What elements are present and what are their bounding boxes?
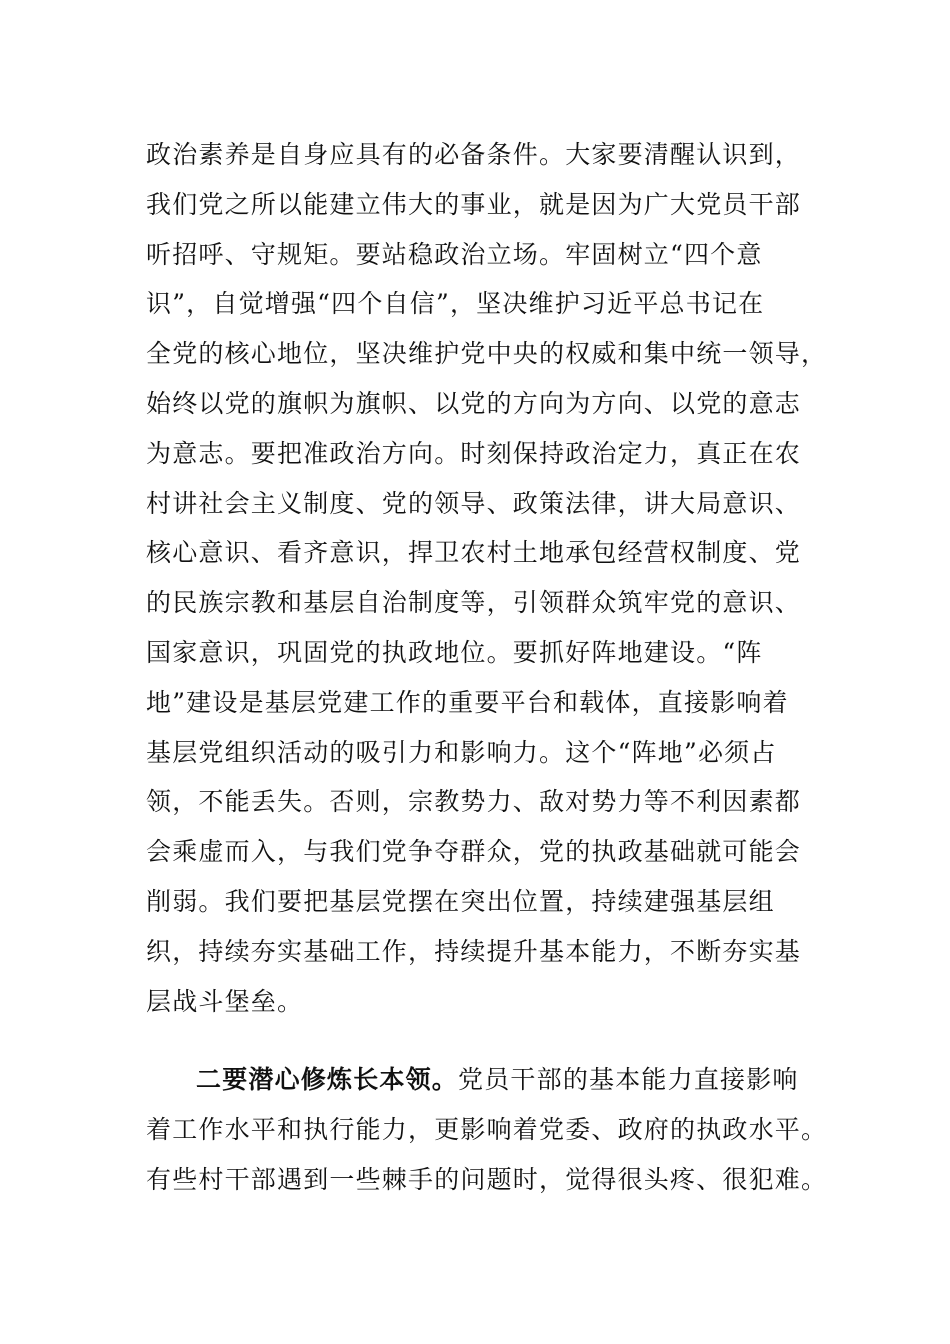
text-line: 基层党组织活动的吸引力和影响力。这个“阵地”必须占 <box>146 737 777 767</box>
text-line: 会乘虚而入，与我们党争夺群众，党的执政基础就可能会 <box>146 837 802 867</box>
document-body <box>146 130 828 1205</box>
text-line: 有些村干部遇到一些棘手的问题时，觉得很头疼、很犯难。 <box>146 1164 828 1194</box>
section-heading: 二要潜心修炼长本领。 <box>196 1065 459 1095</box>
text-line: 我们党之所以能建立伟大的事业，就是因为广大党员干部 <box>146 189 802 219</box>
text-line: 领，不能丢失。否则，宗教势力、敌对势力等不利因素都 <box>146 787 802 817</box>
text-line: 削弱。我们要把基层党摆在突出位置，持续建强基层组 <box>146 886 775 916</box>
text-run: 党员干部的基本能力直接影响 <box>458 1065 799 1095</box>
text-line: 国家意识，巩固党的执政地位。要抓好阵地建设。“阵 <box>146 637 763 667</box>
text-line: 层战斗堡垒。 <box>146 986 304 1016</box>
text-line: 的民族宗教和基层自治制度等，引领群众筑牢党的意识、 <box>146 588 802 618</box>
paragraph-spacer <box>146 1026 806 1055</box>
paragraph-1 <box>146 130 828 1026</box>
text-line: 核心意识、看齐意识，捍卫农村土地承包经营权制度、党 <box>146 538 802 568</box>
text-line: 村讲社会主义制度、党的领导、政策法律，讲大局意识、 <box>146 488 802 518</box>
text-line: 织，持续夯实基础工作，持续提升基本能力，不断夯实基 <box>146 936 802 966</box>
text-line: 政治素养是自身应具有的必备条件。大家要清醒认识到， <box>146 140 802 169</box>
paragraph-2-first-line <box>146 1055 806 1105</box>
text-line: 着工作水平和执行能力，更影响着党委、政府的执政水平。 <box>146 1115 828 1145</box>
text-line: 始终以党的旗帜为旗帜、以党的方向为方向、以党的意志 <box>146 388 802 418</box>
text-line: 全党的核心地位，坚决维护党中央的权威和集中统一领导， <box>146 339 828 369</box>
text-line: 为意志。要把准政治方向。时刻保持政治定力，真正在农 <box>146 438 802 468</box>
text-line: 识”，自觉增强“四个自信”，坚决维护习近平总书记在 <box>146 289 765 319</box>
text-line: 地”建设是基层党建工作的重要平台和载体，直接影响着 <box>146 687 789 717</box>
text-line: 听招呼、守规矩。要站稳政治立场。牢固树立“四个意 <box>146 239 763 269</box>
paragraph-2 <box>146 1055 828 1204</box>
